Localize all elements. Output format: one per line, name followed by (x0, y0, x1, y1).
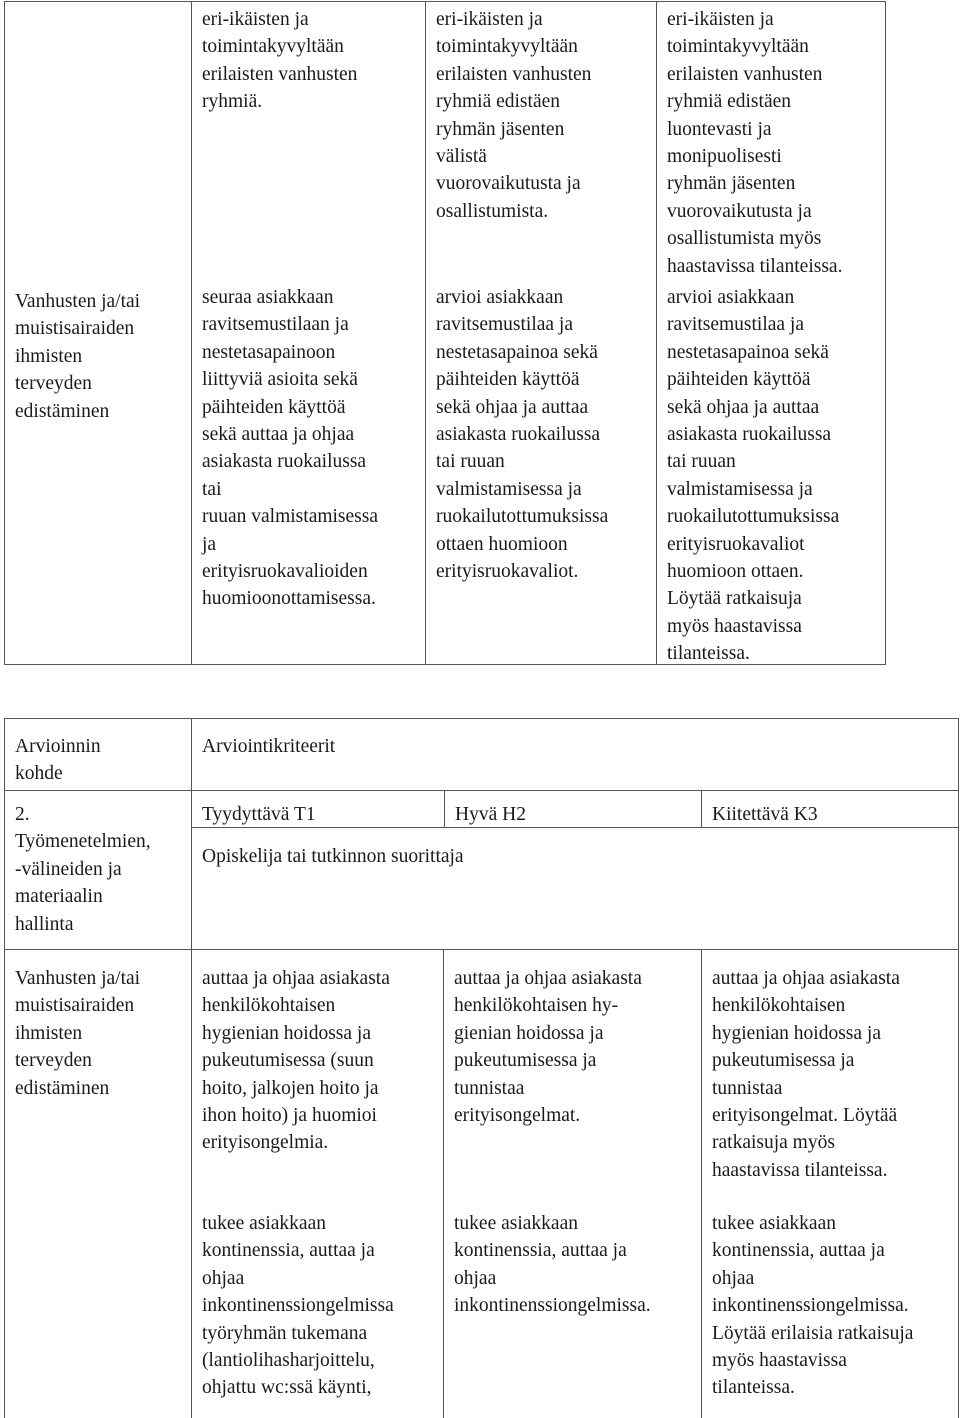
subject-line: Opiskelija tai tutkinnon suorittaja (202, 846, 464, 867)
table2-header-divider-right (191, 790, 959, 791)
table1-k3-group-text: eri-ikäisten ja toimintakyvyltään erilaisten vanhusten ryhmiä edistäen luontevasti ja monipuolisesti ryhmän jäsenten vuorovaikutusta ja osallistumista myös haastavissa tilanteissa. (667, 9, 843, 277)
hygiene-criteria-t1: auttaa ja ohjaa asiakasta henkilökohtaisen hygienian hoidossa ja pukeutumisessa (suun hoito, jalkojen hoito ja ihon hoito) ja huomioi erityisongelmia. (202, 968, 390, 1154)
table1-t1-nutrition-text: seuraa asiakkaan ravitsemustilaan ja nestetasapainoon liittyviä asioita sekä päihteiden käyttöä sekä auttaa ja ohjaa asiakasta ruokailussa tai ruuan valmistamisessa ja erityisruokavalioiden huomioonottamisessa. (202, 287, 379, 610)
continence-criteria-h2: tukee asiakkaan kontinenssia, auttaa ja ohjaa inkontinenssiongelmissa. (454, 1213, 651, 1317)
table1-h2-nutrition-text: arvioi asiakkaan ravitsemustilaa ja nestetasapainoa sekä päihteiden käyttöä sekä ohjaa ja auttaa asiakasta ruokailussa tai ruuan valmistamisessa ja ruokailutottumuksissa ottaen huomioon erityisruokavaliot. (436, 287, 609, 583)
table2-top-border (4, 718, 959, 719)
continence-criteria-k3: tukee asiakkaan kontinenssia, auttaa ja ohjaa inkontinenssiongelmissa. Löytää erilaisia ratkaisuja myös haastavissa tilanteissa. (712, 1213, 914, 1399)
continence-criteria-t1: tukee asiakkaan kontinenssia, auttaa ja ohjaa inkontinenssiongelmissa työryhmän tukemana (lantiolihasharjoittelu, ohjattu wc:ssä käynti, (202, 1213, 394, 1399)
grade-t1-header: Tyydyttävä T1 (202, 804, 316, 825)
hygiene-criteria-k3: auttaa ja ohjaa asiakasta henkilökohtaisen hygienian hoidossa ja pukeutumisessa ja tunnistaa erityisongelmat. Löytää ratkaisuja myös haastavissa tilanteissa. (712, 968, 900, 1181)
grade-h2-header: Hyvä H2 (455, 804, 526, 825)
column-header-criteria: Arviointikriteerit (202, 736, 336, 757)
table2-section-divider (4, 949, 959, 950)
table1-t1-group-text: eri-ikäisten ja toimintakyvyltään erilaisten vanhusten ryhmiä. (202, 9, 358, 113)
row-label-health-promotion: Vanhusten ja/tai muistisairaiden ihmisten terveyden edistäminen (15, 968, 141, 1099)
table2-header-divider-left (4, 790, 191, 791)
section-label: 2. Työmenetelmien, -välineiden ja materiaalin hallinta (15, 804, 151, 935)
table1-row-label: Vanhusten ja/tai muistisairaiden ihmisten terveyden edistäminen (15, 291, 141, 422)
table1-k3-nutrition-text: arvioi asiakkaan ravitsemustilaa ja nestetasapainoa sekä päihteiden käyttöä sekä ohjaa ja auttaa asiakasta ruokailussa tai ruuan valmistamisessa ja ruokailutottumuksissa erityisruokavaliot huomioon ottaen. Löytää ratkaisuja myös haastavissa tilanteissa. (667, 287, 840, 665)
table1-right-border (885, 1, 886, 665)
column-header-assessment-object: Arvioinnin kohde (15, 736, 101, 785)
hygiene-criteria-h2: auttaa ja ohjaa asiakasta henkilökohtaisen hy- gienian hoidossa ja pukeutumisessa ja tunnistaa erityisongelmat. (454, 968, 642, 1127)
grade-k3-header: Kiitettävä K3 (712, 804, 818, 825)
table1-h2-group-text: eri-ikäisten ja toimintakyvyltään erilaisten vanhusten ryhmiä edistäen ryhmän jäsenten välistä vuorovaikutusta ja osallistumista. (436, 9, 592, 222)
table2-right-border (958, 718, 959, 1418)
